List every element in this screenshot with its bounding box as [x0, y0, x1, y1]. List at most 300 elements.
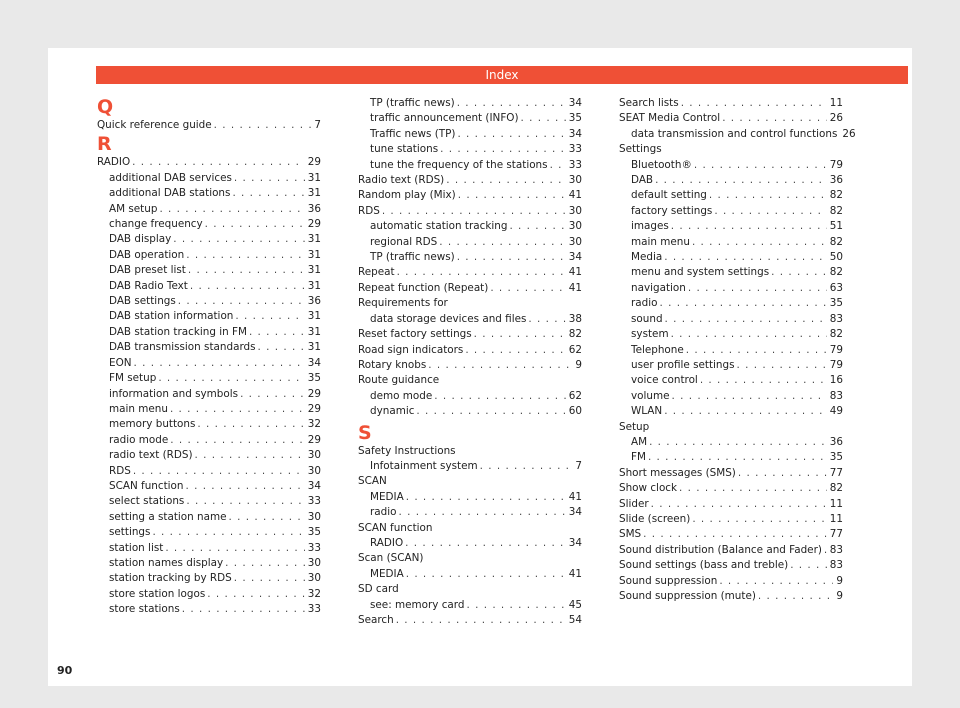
entry-page-number: 31	[307, 187, 321, 200]
entry-page-number: 29	[307, 218, 321, 231]
index-subentry[interactable]	[97, 602, 321, 617]
dot-leader	[480, 459, 573, 474]
entry-label: demo mode	[370, 389, 433, 402]
index-letter-heading: S	[358, 421, 372, 444]
dot-leader	[258, 340, 305, 355]
entry-page-number: 29	[307, 402, 321, 415]
index-subentry[interactable]	[619, 296, 843, 311]
entry-label: menu and system settings	[631, 266, 770, 279]
entry-label: system	[631, 328, 669, 341]
entry-label: station tracking by RDS	[109, 572, 232, 585]
dot-leader	[190, 279, 305, 294]
dot-leader	[692, 512, 826, 527]
entry-page-number: 41	[568, 281, 582, 294]
index-subentry[interactable]	[358, 127, 582, 142]
index-subentry[interactable]	[97, 202, 321, 217]
index-subentry[interactable]	[619, 312, 843, 327]
entry-page-number: 11	[829, 497, 843, 510]
index-entry[interactable]	[619, 96, 843, 111]
index-subentry[interactable]	[97, 340, 321, 355]
entry-page-number: 33	[568, 143, 582, 156]
entry-page-number: 29	[307, 387, 321, 400]
index-heading-entry: Settings	[619, 143, 662, 156]
index-heading-entry: Setup	[619, 420, 650, 433]
entry-page-number: 33	[307, 495, 321, 508]
index-subentry[interactable]	[358, 250, 582, 265]
dot-leader	[648, 450, 827, 465]
page-number: 90	[57, 664, 73, 677]
index-subentry[interactable]	[97, 356, 321, 371]
dot-leader	[824, 543, 827, 558]
index-page	[48, 48, 912, 686]
entry-page-number: 30	[568, 204, 582, 217]
dot-leader	[235, 309, 304, 324]
entry-label: Short messages (SMS)	[619, 466, 736, 479]
entry-page-number: 83	[829, 543, 843, 556]
entry-label: station names display	[109, 556, 224, 569]
entry-page-number: 30	[568, 235, 582, 248]
entry-page-number: 33	[307, 603, 321, 616]
entry-label: Slide (screen)	[619, 512, 691, 525]
entry-label: Search	[358, 614, 394, 626]
entry-page-number: 30	[307, 572, 321, 585]
entry-label: Search lists	[619, 97, 679, 109]
dot-leader	[398, 505, 565, 520]
index-subentry[interactable]	[97, 494, 321, 509]
index-subentry[interactable]	[97, 263, 321, 278]
index-subentry[interactable]	[358, 389, 582, 404]
entry-label: DAB Radio Text	[109, 279, 188, 292]
dot-leader	[700, 373, 827, 388]
index-subentry[interactable]	[97, 371, 321, 386]
entry-label: SMS	[619, 528, 642, 541]
entry-page-number: 9	[836, 590, 843, 602]
dot-leader	[758, 589, 833, 604]
entry-page-number: 41	[568, 567, 582, 580]
index-subentry[interactable]	[619, 127, 856, 142]
index-heading-entry: Scan (SCAN)	[358, 552, 424, 565]
dot-leader	[659, 296, 826, 311]
index-subentry[interactable]	[97, 479, 321, 494]
dot-leader	[207, 587, 305, 602]
entry-page-number: 51	[829, 220, 843, 233]
entry-page-number: 82	[829, 266, 843, 279]
dot-leader	[382, 204, 566, 219]
entry-label: additional DAB services	[109, 171, 232, 184]
entry-page-number: 41	[568, 266, 582, 279]
entry-page-number: 35	[829, 297, 843, 310]
entry-page-number: 34	[568, 127, 582, 140]
dot-leader	[170, 402, 305, 417]
index-entry[interactable]	[358, 343, 582, 358]
entry-label: FM	[631, 451, 646, 464]
index-subentry[interactable]	[97, 402, 321, 417]
dot-leader	[406, 567, 566, 582]
index-subentry[interactable]	[619, 404, 843, 419]
index-subentry[interactable]	[358, 490, 582, 505]
index-subentry[interactable]	[619, 327, 843, 342]
index-subentry[interactable]	[97, 186, 321, 201]
entry-page-number: 49	[829, 405, 843, 418]
entry-label: TP (traffic news)	[370, 97, 455, 109]
index-entry[interactable]	[358, 327, 582, 342]
index-entry[interactable]	[619, 481, 843, 496]
index-entry[interactable]	[97, 155, 321, 170]
entry-page-number: 32	[307, 418, 321, 431]
entry-page-number: 83	[829, 389, 843, 402]
entry-label: radio	[631, 297, 658, 310]
entry-label: DAB transmission standards	[109, 341, 256, 354]
entry-label: Traffic news (TP)	[370, 127, 456, 140]
index-column-3	[619, 96, 856, 604]
index-subentry[interactable]	[358, 536, 582, 551]
entry-label: Sound settings (bass and treble)	[619, 559, 789, 572]
index-subentry[interactable]	[358, 598, 582, 613]
index-subentry[interactable]	[619, 373, 843, 388]
entry-page-number: 41	[568, 189, 582, 202]
entry-page-number: 36	[829, 435, 843, 448]
entry-page-number: 31	[307, 264, 321, 277]
entry-page-number: 33	[568, 158, 582, 171]
index-heading-entry: Requirements for	[358, 297, 448, 310]
dot-leader	[205, 217, 305, 232]
entry-label: Bluetooth®	[631, 158, 692, 171]
entry-label: tune stations	[370, 143, 439, 156]
entry-page-number: 31	[307, 279, 321, 292]
index-entry[interactable]	[619, 527, 843, 542]
entry-page-number: 36	[307, 202, 321, 215]
index-entry[interactable]	[358, 204, 582, 219]
dot-leader	[467, 598, 566, 613]
index-entry[interactable]	[358, 613, 582, 628]
entry-label: main menu	[109, 402, 168, 415]
index-subentry[interactable]	[619, 204, 843, 219]
index-letter-heading: Q	[97, 96, 114, 118]
dot-leader	[178, 294, 305, 309]
entry-page-number: 82	[829, 482, 843, 495]
entry-label: DAB	[631, 174, 654, 187]
index-subentry[interactable]	[97, 510, 321, 525]
dot-leader	[474, 327, 566, 342]
entry-label: settings	[109, 526, 151, 539]
index-entry[interactable]	[358, 188, 582, 203]
entry-label: default setting	[631, 189, 707, 202]
entry-label: MEDIA	[370, 567, 404, 580]
dot-leader	[643, 527, 827, 542]
entry-page-number: 41	[568, 490, 582, 503]
entry-label: user profile settings	[631, 358, 735, 371]
dot-leader	[458, 188, 566, 203]
index-subentry[interactable]	[97, 294, 321, 309]
dot-leader	[225, 556, 305, 571]
index-subentry[interactable]	[358, 142, 582, 157]
index-entry[interactable]	[619, 589, 843, 604]
entry-page-number: 63	[829, 281, 843, 294]
dot-leader	[234, 171, 305, 186]
dot-leader	[188, 263, 305, 278]
index-entry[interactable]	[619, 497, 843, 512]
entry-page-number: 9	[575, 358, 582, 371]
entry-page-number: 62	[568, 343, 582, 356]
entry-label: Repeat function (Repeat)	[358, 281, 489, 294]
index-subentry[interactable]	[619, 435, 843, 450]
entry-label: DAB display	[109, 233, 172, 246]
entry-page-number: 83	[829, 312, 843, 325]
index-subentry[interactable]	[97, 217, 321, 232]
entry-page-number: 34	[307, 356, 321, 369]
dot-leader	[240, 387, 305, 402]
index-subentry[interactable]	[97, 571, 321, 586]
dot-leader	[134, 356, 305, 371]
dot-leader	[550, 158, 566, 173]
dot-leader	[681, 96, 827, 111]
dot-leader	[664, 404, 827, 419]
index-subentry[interactable]	[97, 309, 321, 324]
entry-page-number: 26	[829, 112, 843, 125]
index-subentry[interactable]	[97, 541, 321, 556]
index-letter-heading: R	[97, 133, 112, 156]
index-subentry[interactable]	[358, 111, 582, 126]
index-subentry[interactable]	[619, 389, 843, 404]
entry-page-number: 30	[568, 174, 582, 187]
index-subentry[interactable]	[619, 219, 843, 234]
index-subentry[interactable]	[358, 567, 582, 582]
index-subentry[interactable]	[358, 235, 582, 250]
dot-leader	[686, 343, 827, 358]
entry-page-number: 82	[829, 235, 843, 248]
entry-label: setting a station name	[109, 510, 227, 523]
entry-label: regional RDS	[370, 235, 438, 248]
entry-page-number: 34	[568, 251, 582, 264]
entry-label: radio text (RDS)	[109, 449, 193, 462]
dot-leader	[234, 571, 305, 586]
dot-leader	[434, 389, 566, 404]
entry-page-number: 30	[568, 220, 582, 233]
index-subentry[interactable]	[619, 343, 843, 358]
entry-label: store stations	[109, 603, 180, 616]
index-subentry[interactable]	[358, 312, 582, 327]
entry-label: information and symbols	[109, 387, 239, 400]
index-heading-entry: SD card	[358, 583, 399, 596]
entry-page-number: 34	[307, 479, 321, 492]
index-entry[interactable]	[619, 512, 843, 527]
index-column-2	[358, 96, 582, 628]
index-subentry[interactable]	[619, 358, 843, 373]
entry-page-number: 30	[307, 510, 321, 523]
entry-page-number: 29	[307, 156, 321, 169]
dot-leader	[528, 312, 565, 327]
dot-leader	[186, 248, 305, 263]
index-entry[interactable]	[619, 558, 843, 573]
dot-leader	[457, 250, 566, 265]
entry-page-number: 82	[568, 328, 582, 341]
entry-page-number: 30	[307, 556, 321, 569]
index-subentry[interactable]	[619, 281, 843, 296]
index-subentry[interactable]	[97, 417, 321, 432]
dot-leader	[737, 358, 827, 373]
entry-label: radio	[370, 506, 397, 519]
entry-label: store station logos	[109, 587, 206, 600]
dot-leader	[709, 188, 827, 203]
entry-label: dynamic	[370, 405, 415, 418]
index-subentry[interactable]	[97, 433, 321, 448]
index-subentry[interactable]	[97, 325, 321, 340]
index-subentry[interactable]	[619, 265, 843, 280]
entry-page-number: 30	[307, 464, 321, 477]
entry-label: see: memory card	[370, 598, 465, 611]
index-subentry[interactable]	[97, 248, 321, 263]
entry-page-number: 35	[307, 526, 321, 539]
dot-leader	[439, 235, 566, 250]
dot-leader	[665, 312, 827, 327]
index-subentry[interactable]	[358, 96, 582, 111]
entry-label: automatic station tracking	[370, 220, 508, 233]
index-subentry[interactable]	[358, 459, 582, 474]
entry-page-number: 7	[575, 459, 582, 472]
dot-leader	[738, 466, 827, 481]
index-subentry[interactable]	[97, 232, 321, 247]
dot-leader	[214, 118, 312, 133]
dot-leader	[229, 510, 305, 525]
dot-leader	[232, 186, 304, 201]
dot-leader	[173, 232, 305, 247]
entry-page-number: 54	[568, 614, 582, 626]
entry-label: Road sign indicators	[358, 343, 464, 356]
dot-leader	[440, 142, 566, 157]
dot-leader	[457, 96, 566, 111]
entry-label: TP (traffic news)	[370, 251, 455, 264]
dot-leader	[722, 111, 827, 126]
index-subentry[interactable]	[619, 250, 843, 265]
dot-leader	[170, 433, 305, 448]
index-entry[interactable]	[358, 265, 582, 280]
index-subentry[interactable]	[97, 448, 321, 463]
index-entry[interactable]	[619, 543, 843, 558]
dot-leader	[679, 481, 827, 496]
dot-leader	[185, 479, 304, 494]
index-subentry[interactable]	[619, 450, 843, 465]
index-subentry[interactable]	[619, 158, 843, 173]
entry-page-number: 82	[829, 204, 843, 217]
dot-leader	[714, 204, 826, 219]
entry-page-number: 32	[307, 587, 321, 600]
entry-page-number: 45	[568, 598, 582, 611]
entry-page-number: 31	[307, 325, 321, 338]
index-subentry[interactable]	[97, 525, 321, 540]
entry-page-number: 77	[829, 528, 843, 541]
dot-leader	[197, 417, 304, 432]
entry-label: images	[631, 220, 669, 233]
entry-page-number: 35	[307, 372, 321, 385]
entry-label: Show clock	[619, 482, 678, 495]
entry-label: tune the frequency of the stations	[370, 158, 548, 171]
entry-label: DAB station tracking in FM	[109, 325, 247, 338]
dot-leader	[152, 525, 304, 540]
index-heading-entry: SCAN function	[358, 521, 433, 534]
entry-page-number: 50	[829, 251, 843, 264]
index-subentry[interactable]	[97, 587, 321, 602]
dot-leader	[490, 281, 565, 296]
entry-page-number: 29	[307, 433, 321, 446]
index-subentry[interactable]	[97, 387, 321, 402]
entry-label: Sound suppression (mute)	[619, 590, 756, 602]
index-subentry[interactable]	[358, 404, 582, 419]
index-entry[interactable]	[358, 358, 582, 373]
entry-page-number: 26	[842, 127, 856, 140]
index-subentry[interactable]	[97, 171, 321, 186]
dot-leader	[249, 325, 305, 340]
dot-leader	[165, 541, 304, 556]
index-subentry[interactable]	[619, 173, 843, 188]
entry-label: FM setup	[109, 372, 157, 385]
dot-leader	[649, 435, 827, 450]
index-subentry[interactable]	[97, 279, 321, 294]
index-subentry[interactable]	[358, 158, 582, 173]
index-subentry[interactable]	[619, 188, 843, 203]
index-subentry[interactable]	[358, 219, 582, 234]
dot-leader	[457, 127, 565, 142]
dot-leader	[416, 404, 565, 419]
index-entry[interactable]	[358, 173, 582, 188]
dot-leader	[132, 155, 305, 170]
dot-leader	[406, 490, 566, 505]
dot-leader	[133, 464, 305, 479]
dot-leader	[671, 327, 827, 342]
index-entry[interactable]	[358, 281, 582, 296]
entry-label: Sound suppression	[619, 574, 718, 587]
dot-leader	[688, 281, 827, 296]
entry-page-number: 34	[568, 506, 582, 519]
entry-page-number: 35	[568, 112, 582, 125]
dot-leader	[719, 574, 833, 589]
index-subentry[interactable]	[97, 464, 321, 479]
entry-label: main menu	[631, 235, 690, 248]
entry-label: DAB station information	[109, 310, 234, 323]
index-subentry[interactable]	[358, 505, 582, 520]
entry-label: RADIO	[97, 156, 131, 169]
entry-page-number: 11	[829, 97, 843, 109]
entry-label: volume	[631, 389, 670, 402]
entry-label: Repeat	[358, 266, 395, 279]
index-heading-entry: Route guidance	[358, 374, 440, 387]
index-subentry[interactable]	[97, 556, 321, 571]
index-entry[interactable]	[619, 574, 843, 589]
index-entry[interactable]	[97, 118, 321, 133]
dot-leader	[664, 250, 827, 265]
entry-label: SEAT Media Control	[619, 112, 721, 125]
entry-page-number: 31	[307, 310, 321, 323]
entry-page-number: 31	[307, 233, 321, 246]
entry-label: RDS	[109, 464, 131, 477]
index-entry[interactable]	[619, 466, 843, 481]
dot-leader	[521, 111, 566, 126]
entry-label: MEDIA	[370, 490, 404, 503]
entry-page-number: 31	[307, 171, 321, 184]
entry-page-number: 31	[307, 341, 321, 354]
entry-label: data transmission and control functions	[631, 127, 838, 140]
entry-page-number: 11	[829, 512, 843, 525]
index-entry[interactable]	[619, 111, 843, 126]
entry-label: Reset factory settings	[358, 328, 472, 341]
entry-label: select stations	[109, 495, 185, 508]
entry-label: factory settings	[631, 204, 713, 217]
entry-label: WLAN	[631, 405, 663, 418]
dot-leader	[195, 448, 305, 463]
entry-page-number: 62	[568, 389, 582, 402]
dot-leader	[186, 494, 304, 509]
entry-page-number: 82	[829, 189, 843, 202]
index-subentry[interactable]	[619, 235, 843, 250]
